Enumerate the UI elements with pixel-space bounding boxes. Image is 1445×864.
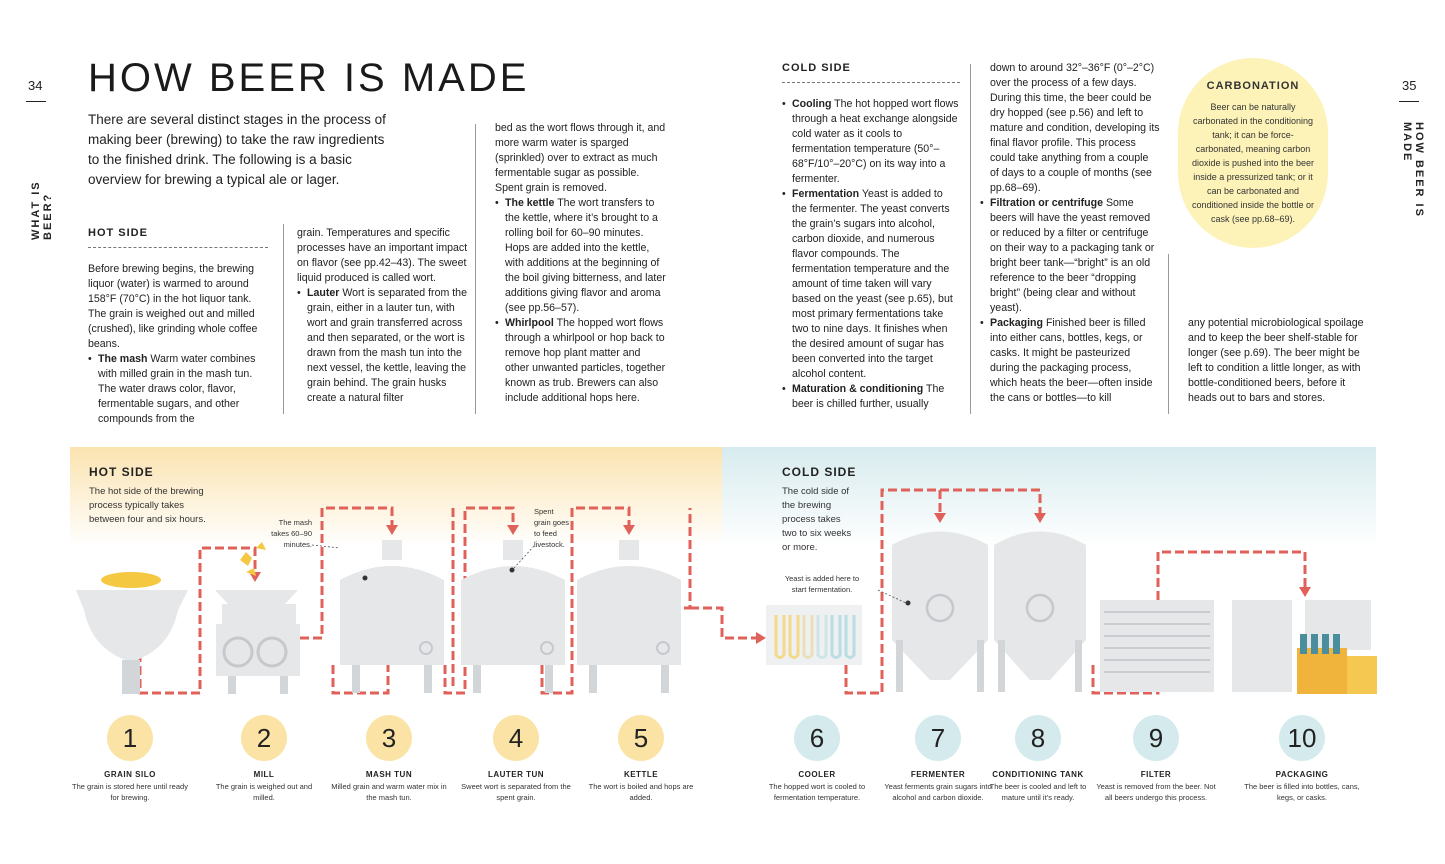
step-caption bbox=[581, 770, 701, 803]
step-name: CONDITIONING TANK bbox=[992, 770, 1084, 779]
maturation-item: • Maturation & conditioning The beer is chilled further, usually bbox=[782, 382, 960, 412]
step-name: MASH TUN bbox=[365, 770, 413, 779]
note-spent-grain: Spent grain goes to feed livestock. bbox=[534, 507, 570, 549]
step-description: Milled grain and warm water mix in the mash tun. bbox=[331, 782, 447, 802]
hot-side-column-1 bbox=[88, 226, 268, 427]
packaging-item: • Packaging Finished beer is filled into either cans, bottles, kegs, or casks. It might be pasteurized during the packaging process, which heats the beer—often inside the cans or bottles—to kill bbox=[980, 316, 1160, 406]
step-description: The grain is weighed out and milled. bbox=[215, 782, 313, 802]
page-number-right-rule bbox=[1399, 101, 1419, 102]
cold-side-column-3 bbox=[1188, 316, 1368, 406]
fermentation-item: • Fermentation Yeast is added to the fermenter. The yeast converts the grain’s sugars into alcohol, carbon dioxide, and numerous flavor compounds. The fermentation temperature and the amount of time taken will vary based on the yeast (see p.65), but most primary fermentations take two to nine days. It finishes when the desired amount of sugar has been converted into the target alcohol content. bbox=[782, 187, 960, 382]
step-caption bbox=[329, 770, 449, 803]
packaging-continued-text: any potential microbiological spoilage and to keep the beer shelf-stable for longer (see p.69). The beer might be left to condition a little longer, as with bottle-conditioned beers, before it heads out to bars and stores. bbox=[1188, 317, 1364, 404]
step-number-circle: 1 bbox=[107, 715, 153, 761]
note-mash-time: The mash takes 60–90 minutes. bbox=[271, 518, 312, 549]
step-description: Sweet wort is separated from the spent grain. bbox=[461, 782, 571, 802]
step-caption bbox=[456, 770, 576, 803]
step-caption bbox=[1242, 770, 1362, 803]
carbonation-title: CARBONATION bbox=[1206, 80, 1300, 92]
step-caption bbox=[757, 770, 877, 803]
conditioning-tank-illustration bbox=[994, 532, 1086, 693]
step-description: The beer is filled into bottles, cans, kegs, or casks. bbox=[1244, 782, 1360, 802]
running-head-left: WHAT IS BEER? bbox=[30, 180, 54, 240]
kettle-illustration bbox=[577, 540, 681, 693]
mash-item: • The mash Warm water combines with milled grain in the mash tun. The water draws color, flavor, fermentable sugars, and other compounds from the bbox=[88, 352, 268, 427]
page-title: HOW BEER IS MADE bbox=[88, 56, 530, 100]
hot-side-column-2 bbox=[297, 226, 469, 406]
grain-silo-illustration bbox=[76, 572, 188, 694]
carbonation-callout bbox=[1178, 58, 1328, 248]
step-caption bbox=[978, 770, 1098, 803]
cold-side-heading: COLD SIDE bbox=[782, 61, 960, 83]
step-number-circle: 8 bbox=[1015, 715, 1061, 761]
step-name: LAUTER TUN bbox=[487, 770, 545, 779]
fermenter-illustration bbox=[892, 532, 988, 693]
step-description: The beer is cooled and left to mature until it’s ready. bbox=[989, 782, 1087, 802]
step-caption bbox=[70, 770, 190, 803]
hot-side-intro-text: Before brewing begins, the brewing liquor (water) is warmed to around 158°F (70°C) in the hot liquor tank. The grain is weighed out and milled (crushed), like grinding whole coffee beans. bbox=[88, 263, 258, 350]
page-number-left-rule bbox=[26, 101, 46, 102]
note-yeast-added: Yeast is added here to start fermentation. bbox=[784, 574, 860, 594]
step-description: The hopped wort is cooled to fermentation temperature. bbox=[768, 782, 866, 802]
column-rule bbox=[970, 64, 971, 414]
diagram-hot-text: The hot side of the brewing process typically takes between four and six hours. bbox=[89, 486, 206, 525]
step-caption bbox=[204, 770, 324, 803]
whirlpool-item: • Whirlpool The hopped wort flows through a whirlpool or hop back to remove hop plant matter and other unwanted particles, together known as trub. Brewers can also include additional hops here. bbox=[495, 316, 667, 406]
diagram-hot-title: HOT SIDE bbox=[89, 465, 154, 479]
running-head-right: HOW BEER IS MADE bbox=[1401, 122, 1425, 218]
carbonation-text: Beer can be naturally carbonated in the conditioning tank; it can be force-carbonated, meaning carbon dioxide is pushed into the beer inside a pressurized tank; or it can be carbonated and conditioned inside the bottle or cask (see pp.68–69). bbox=[1191, 102, 1315, 224]
step-caption bbox=[1096, 770, 1216, 803]
cold-side-column-1 bbox=[782, 61, 960, 412]
page-number-left: 34 bbox=[28, 78, 43, 93]
column-rule bbox=[475, 124, 476, 414]
intro-paragraph: There are several distinct stages in the process of making beer (brewing) to take the raw ingredients to the finished drink. The following is a basic overview for brewing a typical ale or lager. bbox=[88, 112, 386, 187]
hot-side-heading: HOT SIDE bbox=[88, 226, 268, 248]
step-name: PACKAGING bbox=[1275, 770, 1329, 779]
lauter-continued-text: bed as the wort flows through it, and more warm water is sparged (sprinkled) over to extract as much fermentable sugar as possible. Spent grain is removed. bbox=[495, 122, 666, 194]
step-number-circle: 3 bbox=[366, 715, 412, 761]
step-number-circle: 2 bbox=[241, 715, 287, 761]
maturation-continued-text: down to around 32°–36°F (0°–2°C) over the process of a few days. During this time, the beer could be dry hopped (see p.56) and left to mature and condition, developing its final flavor profile. This process could take anything from a couple of days to a couple of months (see pp.68–69). bbox=[990, 62, 1160, 194]
step-name: GRAIN SILO bbox=[104, 770, 156, 779]
kettle-item: • The kettle The wort transfers to the kettle, where it’s brought to a rolling boil for 60–90 minutes. Hops are added into the kettle, with additions at the beginning of the boil giving bitterness, and later additions giving flavor and aroma (see pp.56–57). bbox=[495, 196, 667, 316]
diagram-cold-title: COLD SIDE bbox=[782, 465, 857, 479]
diagram-cold-text: The cold side of the brewing process takes two to six weeks or more. bbox=[782, 486, 852, 553]
column-rule bbox=[283, 224, 284, 414]
step-description: The wort is boiled and hops are added. bbox=[588, 782, 694, 802]
cooling-item: • Cooling The hot hopped wort flows through a heat exchange alongside cold water as it cools to fermentation temperature (50°–68°F/10°–20°C) on its way into a fermenter. bbox=[782, 97, 960, 187]
page-number-right: 35 bbox=[1402, 78, 1417, 93]
mash-tun-illustration bbox=[340, 540, 444, 693]
step-number-circle: 7 bbox=[915, 715, 961, 761]
step-name: MILL bbox=[253, 770, 275, 779]
hot-side-column-3 bbox=[495, 121, 667, 406]
packaging-illustration bbox=[1232, 600, 1377, 694]
filter-illustration bbox=[1100, 600, 1214, 692]
step-number-circle: 4 bbox=[493, 715, 539, 761]
cold-side-column-2 bbox=[980, 61, 1160, 406]
step-number-circle: 9 bbox=[1133, 715, 1179, 761]
step-description: Yeast ferments grain sugars into alcohol and carbon dioxide. bbox=[884, 782, 992, 802]
step-description: The grain is stored here until ready for brewing. bbox=[72, 782, 188, 802]
step-number-circle: 10 bbox=[1279, 715, 1325, 761]
filtration-item: • Filtration or centrifuge Some beers will have the yeast removed or reduced by a filter or centrifuge on their way to a packaging tank or bright beer tank—“bright” is an old reference to the beer “dropping bright” (being clear and without yeast). bbox=[980, 196, 1160, 316]
lauter-tun-illustration bbox=[461, 540, 565, 693]
step-description: Yeast is removed from the beer. Not all beers undergo this process. bbox=[1096, 782, 1216, 802]
lauter-item: • Lauter Wort is separated from the grain, either in a lauter tun, with wort and grain transferred across and then separated, or the wort is drawn from the mash tun into the next vessel, the kettle, leaving the grain behind. The grain husks create a natural filter bbox=[297, 286, 469, 406]
mash-continued-text: grain. Temperatures and specific processes have an important impact on flavor (see pp.42–43). The sweet liquid produced is called wort. bbox=[297, 227, 468, 284]
cooler-illustration bbox=[766, 605, 862, 665]
column-rule bbox=[1168, 254, 1169, 414]
brewing-process-diagram bbox=[0, 440, 1445, 710]
step-name: KETTLE bbox=[623, 770, 659, 779]
mill-illustration bbox=[215, 542, 300, 694]
step-number-circle: 6 bbox=[794, 715, 840, 761]
step-name: COOLER bbox=[798, 770, 836, 779]
step-name: FERMENTER bbox=[910, 770, 966, 779]
step-number-circle: 5 bbox=[618, 715, 664, 761]
step-name: FILTER bbox=[1140, 770, 1172, 779]
